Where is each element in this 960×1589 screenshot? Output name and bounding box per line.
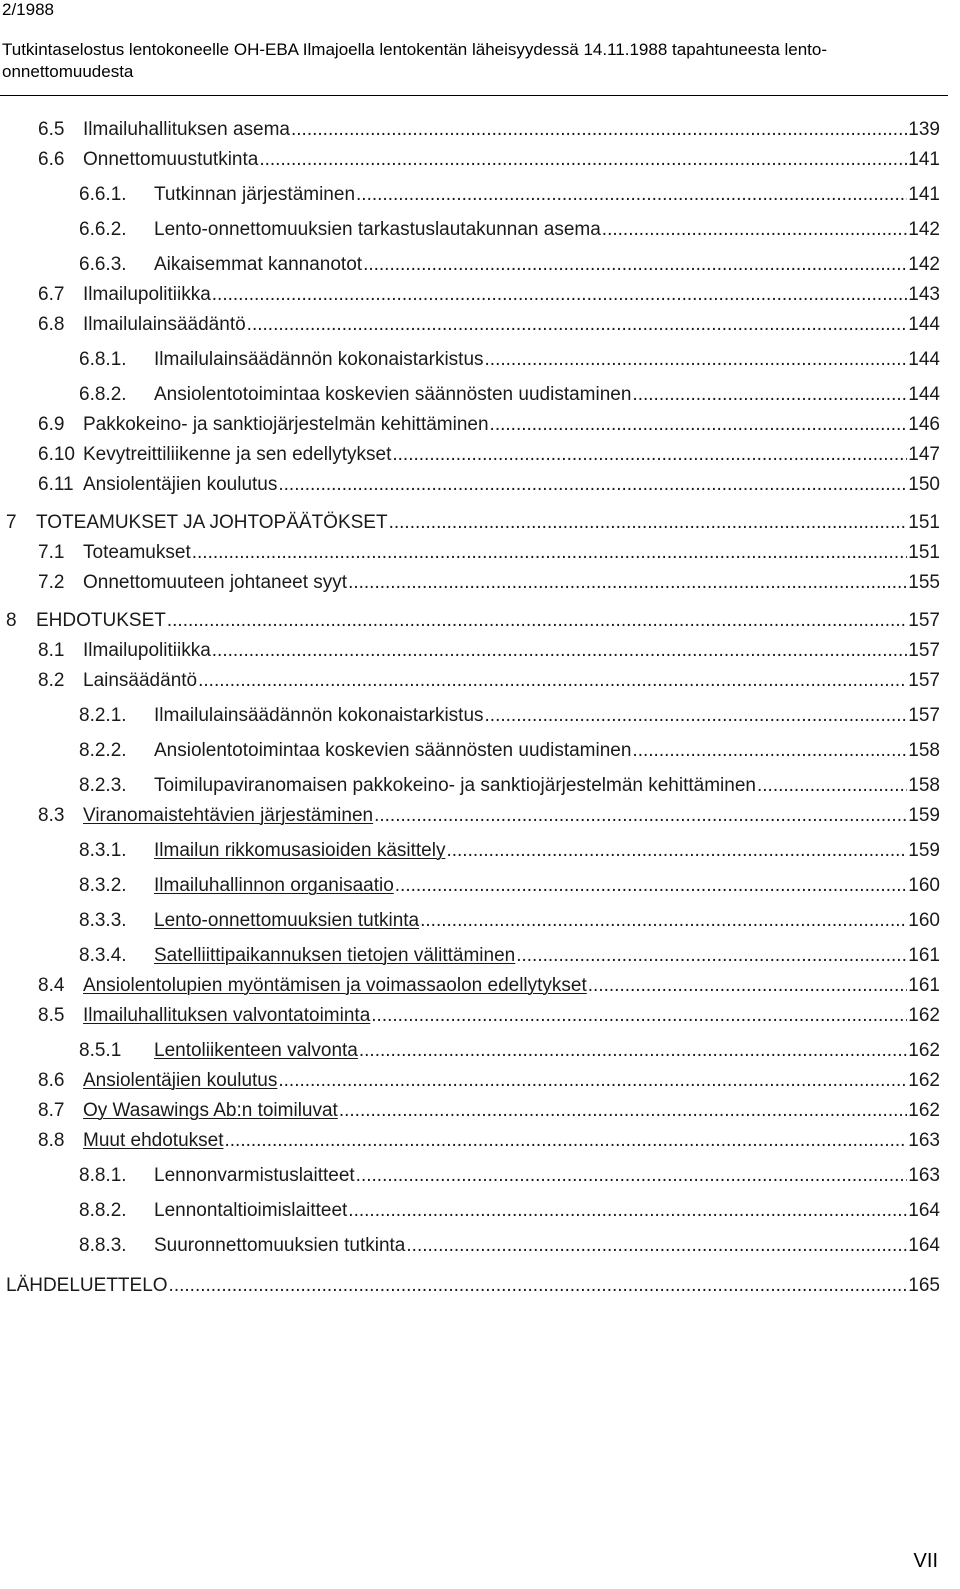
toc-entry[interactable] [79, 215, 940, 241]
dot-leader [485, 349, 908, 371]
toc-entry[interactable] [38, 568, 940, 594]
toc-entry-title: Ilmailun rikkomusasioiden käsittely [154, 840, 446, 861]
toc-entry[interactable] [79, 345, 940, 371]
toc-entry-number: 8.3.1. [79, 840, 127, 861]
toc-entry[interactable] [79, 250, 940, 276]
toc-entry-title: Ilmailuhallituksen asema [83, 119, 290, 140]
toc-entry-number: 8.8 [38, 1130, 65, 1151]
toc-entry-title: Muut ehdotukset [83, 1130, 224, 1151]
toc-entry[interactable] [79, 1231, 940, 1257]
toc-entry-number: 6.6.3. [79, 254, 127, 275]
dot-leader [212, 640, 908, 662]
toc-entry[interactable] [6, 1271, 940, 1297]
toc-entry-number: 8.6 [38, 1070, 65, 1091]
toc-entry-number: 6.8.1. [79, 349, 127, 370]
toc-entry-number: 6.7 [38, 284, 65, 305]
toc-entry[interactable] [79, 1161, 940, 1187]
dot-leader [224, 1130, 907, 1152]
toc-entry-title: Ansiolentäjien koulutus [83, 474, 278, 495]
toc-entry-page-number: 150 [908, 474, 940, 495]
toc-entry-number: 8.3.3. [79, 910, 127, 931]
toc-entry-page-number: 157 [908, 705, 940, 726]
toc-entry-title: Pakkokeino- ja sanktiojärjestelmän kehittäminen [83, 414, 489, 435]
dot-leader [348, 572, 907, 594]
toc-entry[interactable] [38, 1001, 940, 1027]
toc-entry[interactable] [79, 906, 940, 932]
toc-entry-number: 6.8 [38, 314, 65, 335]
toc-entry-page-number: 144 [908, 314, 940, 335]
toc-entry-title: Ilmailupolitiikka [83, 640, 211, 661]
page-folio: VII [913, 1550, 938, 1572]
toc-entry[interactable] [38, 1126, 940, 1152]
toc-entry-page-number: 165 [908, 1275, 940, 1296]
toc-entry[interactable] [79, 771, 940, 797]
dot-leader [167, 610, 907, 632]
document-id: 2/1988 [2, 0, 54, 19]
toc-entry-page-number: 159 [908, 840, 940, 861]
toc-entry[interactable] [79, 836, 940, 862]
toc-entry-number: 8.2 [38, 670, 65, 691]
toc-entry[interactable] [38, 115, 940, 141]
toc-entry-number: 6.8.2. [79, 384, 127, 405]
toc-entry[interactable] [79, 941, 940, 967]
dot-leader [348, 1200, 907, 1222]
toc-entry-number: 8.8.2. [79, 1200, 127, 1221]
dot-leader [392, 444, 907, 466]
toc-entry-title: Toteamukset [83, 542, 191, 563]
toc-entry[interactable] [79, 1036, 940, 1062]
toc-entry[interactable] [38, 971, 940, 997]
toc-entry[interactable] [38, 440, 940, 466]
toc-entry-title: Ilmailulainsäädännön kokonaistarkistus [154, 349, 484, 370]
dot-leader [169, 1275, 908, 1297]
dot-leader [490, 414, 908, 436]
toc-entry-number: 8.2.2. [79, 740, 127, 761]
toc-entry-title: Ansiolentäjien koulutus [83, 1070, 278, 1091]
dot-leader [485, 705, 908, 727]
document-title-line-2: onnettomuudesta [2, 62, 134, 81]
toc-entry-title: Ilmailupolitiikka [83, 284, 211, 305]
toc-entry-number: 8.3.2. [79, 875, 127, 896]
toc-entry-title: Kevytreittiliikenne ja sen edellytykset [83, 444, 392, 465]
toc-entry[interactable] [38, 636, 940, 662]
toc-entry-page-number: 142 [908, 219, 940, 240]
dot-leader [212, 284, 908, 306]
toc-entry-page-number: 144 [908, 349, 940, 370]
toc-entry-page-number: 164 [908, 1200, 940, 1221]
toc-entry-number: 7.1 [38, 542, 65, 563]
toc-entry-title: Oy Wasawings Ab:n toimiluvat [83, 1100, 338, 1121]
toc-entry-number: 8.5 [38, 1005, 65, 1026]
toc-entry-page-number: 142 [908, 254, 940, 275]
toc-entry-title: Suuronnettomuuksien tutkinta [154, 1235, 406, 1256]
toc-entry[interactable] [38, 1096, 940, 1122]
toc-entry-page-number: 163 [908, 1130, 940, 1151]
toc-entry-title: Onnettomuustutkinta [83, 149, 259, 170]
dot-leader [446, 840, 907, 862]
dot-leader [356, 184, 907, 206]
toc-entry-page-number: 162 [908, 1040, 940, 1061]
toc-entry-title: Satelliittipaikannuksen tietojen välittäminen [154, 945, 516, 966]
toc-entry-title: Ansiolentotoimintaa koskevien säännösten uudistaminen [154, 740, 632, 761]
toc-entry-title: Lentoliikenteen valvonta [154, 1040, 358, 1061]
toc-entry-number: 7 [6, 512, 17, 533]
toc-entry-page-number: 162 [908, 1100, 940, 1121]
dot-leader [198, 670, 907, 692]
toc-entry[interactable] [79, 701, 940, 727]
toc-entry-page-number: 160 [908, 875, 940, 896]
toc-entry-number: 8.3.4. [79, 945, 127, 966]
dot-leader [278, 1070, 907, 1092]
toc-entry-page-number: 146 [908, 414, 940, 435]
toc-entry-title: Ilmailuhallituksen valvontatoiminta [83, 1005, 371, 1026]
toc-entry[interactable] [79, 380, 940, 406]
toc-entry-title: Aikaisemmat kannanotot [154, 254, 363, 275]
dot-leader [247, 314, 908, 336]
toc-entry-page-number: 143 [908, 284, 940, 305]
toc-entry-number: 8.3 [38, 805, 65, 826]
toc-entry-page-number: 157 [908, 640, 940, 661]
toc-entry-title: Ansiolentotoimintaa koskevien säännösten uudistaminen [154, 384, 632, 405]
toc-entry-page-number: 158 [908, 775, 940, 796]
dot-leader [363, 254, 907, 276]
toc-entry-page-number: 157 [908, 610, 940, 631]
dot-leader [757, 775, 907, 797]
toc-entry-page-number: 144 [908, 384, 940, 405]
document-title-line-1: Tutkintaselostus lentokoneelle OH-EBA Ilmajoella lentokentän läheisyydessä 14.11.1988 tapahtuneesta lento- [2, 40, 828, 59]
dot-leader [356, 1165, 908, 1187]
toc-entry[interactable] [38, 470, 940, 496]
toc-entry-title: Ilmailuhallinnon organisaatio [154, 875, 394, 896]
dot-leader [192, 542, 908, 564]
toc-entry-title: Tutkinnan järjestäminen [154, 184, 356, 205]
toc-entry-title: TOTEAMUKSET JA JOHTOPÄÄTÖKSET [36, 512, 388, 533]
dot-leader [371, 1005, 907, 1027]
toc-entry[interactable] [38, 280, 940, 306]
toc-entry-title: Lento-onnettomuuksien tutkinta [154, 910, 420, 931]
toc-entry-title: Lento-onnettomuuksien tarkastuslautakunnan asema [154, 219, 601, 240]
toc-entry[interactable] [79, 871, 940, 897]
toc-entry[interactable] [79, 736, 940, 762]
toc-entry[interactable] [6, 606, 940, 632]
toc-entry-number: 6.9 [38, 414, 65, 435]
toc-entry-number: 6.6 [38, 149, 65, 170]
dot-leader [359, 1040, 907, 1062]
toc-entry-number: 8.2.3. [79, 775, 127, 796]
toc-entry-number: 8.8.1. [79, 1165, 127, 1186]
toc-entry-title: Lennontaltioimislaitteet [154, 1200, 348, 1221]
toc-entry-title: EHDOTUKSET [36, 610, 166, 631]
toc-entry-number: 6.10 [38, 444, 75, 465]
toc-entry[interactable] [79, 1196, 940, 1222]
toc-entry-page-number: 155 [908, 572, 940, 593]
toc-entry-number: 8.5.1 [79, 1040, 122, 1061]
dot-leader [420, 910, 907, 932]
toc-entry-number: 6.11 [38, 474, 74, 495]
toc-entry-page-number: 162 [908, 1005, 940, 1026]
toc-entry[interactable] [79, 180, 940, 206]
toc-entry[interactable] [38, 310, 940, 336]
dot-leader [278, 474, 907, 496]
toc-entry-title: Lennonvarmistuslaitteet [154, 1165, 355, 1186]
toc-entry-title: Toimilupaviranomaisen pakkokeino- ja sanktiojärjestelmän kehittäminen [154, 775, 756, 796]
toc-entry-number: 6.6.2. [79, 219, 127, 240]
toc-entry-title: LÄHDELUETTELO [6, 1275, 168, 1296]
toc-entry[interactable] [38, 145, 940, 171]
toc-entry-page-number: 151 [908, 512, 940, 533]
toc-entry-number: 6.5 [38, 119, 65, 140]
dot-leader [588, 975, 908, 997]
toc-entry-number: 8.4 [38, 975, 65, 996]
dot-leader [374, 805, 907, 827]
dot-leader [406, 1235, 907, 1257]
toc-entry-page-number: 147 [908, 444, 940, 465]
toc-entry-page-number: 163 [908, 1165, 940, 1186]
dot-leader [602, 219, 908, 241]
dot-leader [395, 875, 908, 897]
dot-leader [259, 149, 907, 171]
toc-entry-page-number: 161 [908, 975, 940, 996]
toc-entry-number: 8.7 [38, 1100, 65, 1121]
toc-entry-page-number: 141 [908, 149, 940, 170]
toc-entry[interactable] [6, 508, 940, 534]
toc-entry[interactable] [38, 801, 940, 827]
toc-entry-page-number: 151 [908, 542, 940, 563]
toc-entry-page-number: 158 [908, 740, 940, 761]
dot-leader [516, 945, 907, 967]
toc-entry-page-number: 157 [908, 670, 940, 691]
toc-entry[interactable] [38, 666, 940, 692]
toc-entry-title: Viranomaistehtävien järjestäminen [83, 805, 374, 826]
toc-entry-page-number: 162 [908, 1070, 940, 1091]
dot-leader [632, 740, 907, 762]
dot-leader [632, 384, 907, 406]
toc-entry-page-number: 164 [908, 1235, 940, 1256]
toc-entry[interactable] [38, 538, 940, 564]
toc-entry-page-number: 161 [908, 945, 940, 966]
toc-entry-title: Onnettomuuteen johtaneet syyt [83, 572, 348, 593]
toc-entry-page-number: 141 [908, 184, 940, 205]
dot-leader [291, 119, 907, 141]
toc-entry-page-number: 159 [908, 805, 940, 826]
toc-entry-page-number: 139 [908, 119, 940, 140]
toc-entry-page-number: 160 [908, 910, 940, 931]
toc-entry-title: Ilmailulainsäädäntö [83, 314, 246, 335]
toc-entry-number: 6.6.1. [79, 184, 127, 205]
toc-entry-number: 8.1 [38, 640, 65, 661]
toc-entry-title: Ilmailulainsäädännön kokonaistarkistus [154, 705, 484, 726]
toc-entry-number: 8.8.3. [79, 1235, 127, 1256]
toc-entry-number: 7.2 [38, 572, 65, 593]
toc-entry[interactable] [38, 410, 940, 436]
dot-leader [389, 512, 908, 534]
toc-entry-title: Lainsäädäntö [83, 670, 198, 691]
toc-entry-number: 8 [6, 610, 17, 631]
toc-entry-number: 8.2.1. [79, 705, 127, 726]
toc-entry[interactable] [38, 1066, 940, 1092]
dot-leader [339, 1100, 907, 1122]
toc-entry-title: Ansiolentolupien myöntämisen ja voimassaolon edellytykset [83, 975, 587, 996]
